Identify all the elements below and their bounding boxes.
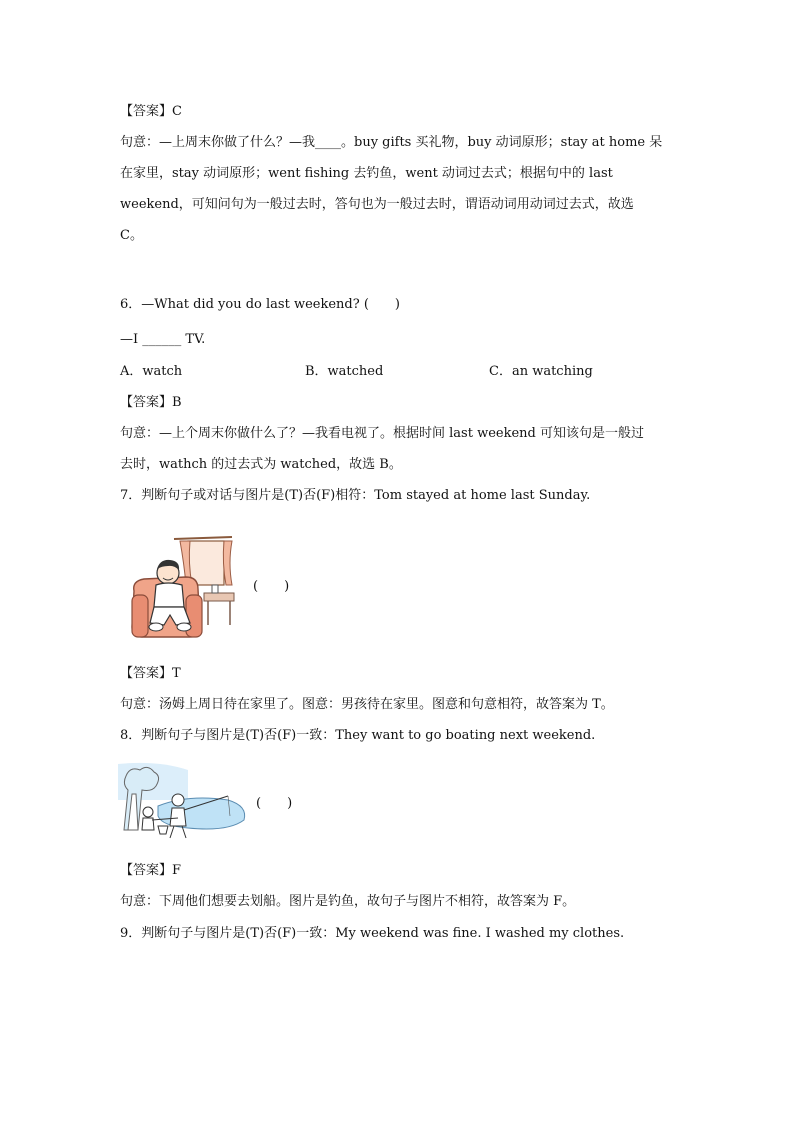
explanation-8: 句意：下周他们想要去划船。图片是钓鱼，故句子与图片不相符，故答案为 F。: [120, 894, 576, 909]
fishing-illustration: [118, 760, 250, 842]
explanation-5-line-2: 在家里，stay 动词原形；went fishing 去钓鱼，went 动词过去式；根据句中的 last: [120, 166, 613, 181]
question-9: 9．判断句子与图片是(T)否(F)一致：My weekend was fine. I washed my clothes.: [120, 926, 625, 941]
explanation-6-line-2: 去时，wathch 的过去式为 watched，故选 B。: [120, 457, 402, 472]
explanation-5-line-3: weekend，可知问句为一般过去时，答句也为一般过去时，谓语动词用动词过去式，故选: [120, 197, 634, 212]
question-7: 7．判断句子或对话与图片是(T)否(F)相符：Tom stayed at home last Sunday.: [120, 488, 591, 503]
answer-label-5: 【答案】C: [120, 104, 182, 119]
answer-label-8: 【答案】F: [120, 863, 182, 878]
answer-blank-8: ( ): [256, 796, 293, 811]
option-b: B．watched: [305, 364, 384, 379]
question-8: 8．判断句子与图片是(T)否(F)一致：They want to go boating next weekend.: [120, 728, 596, 743]
option-a: A．watch: [120, 364, 183, 379]
question-6: 6．—What did you do last weekend? ( ): [120, 297, 400, 312]
question-6-blank: —I ______ TV.: [120, 332, 206, 347]
answer-label-6: 【答案】B: [120, 395, 182, 410]
explanation-7: 句意：汤姆上周日待在家里了。图意：男孩待在家里。图意和句意相符，故答案为 T。: [120, 697, 614, 712]
answer-label-7: 【答案】T: [120, 666, 181, 681]
explanation-5-line-1: 句意：—上周末你做了什么？—我____。buy gifts 买礼物，buy 动词原形；stay at home 呆: [120, 135, 663, 150]
boy-at-home-illustration: [128, 533, 238, 641]
answer-blank-7: ( ): [253, 579, 290, 594]
option-c: C．an watching: [489, 364, 593, 379]
explanation-6-line-1: 句意：—上个周末你做什么了？—我看电视了。根据时间 last weekend 可知该句是一般过: [120, 426, 644, 441]
explanation-5-line-4: C。: [120, 228, 143, 243]
